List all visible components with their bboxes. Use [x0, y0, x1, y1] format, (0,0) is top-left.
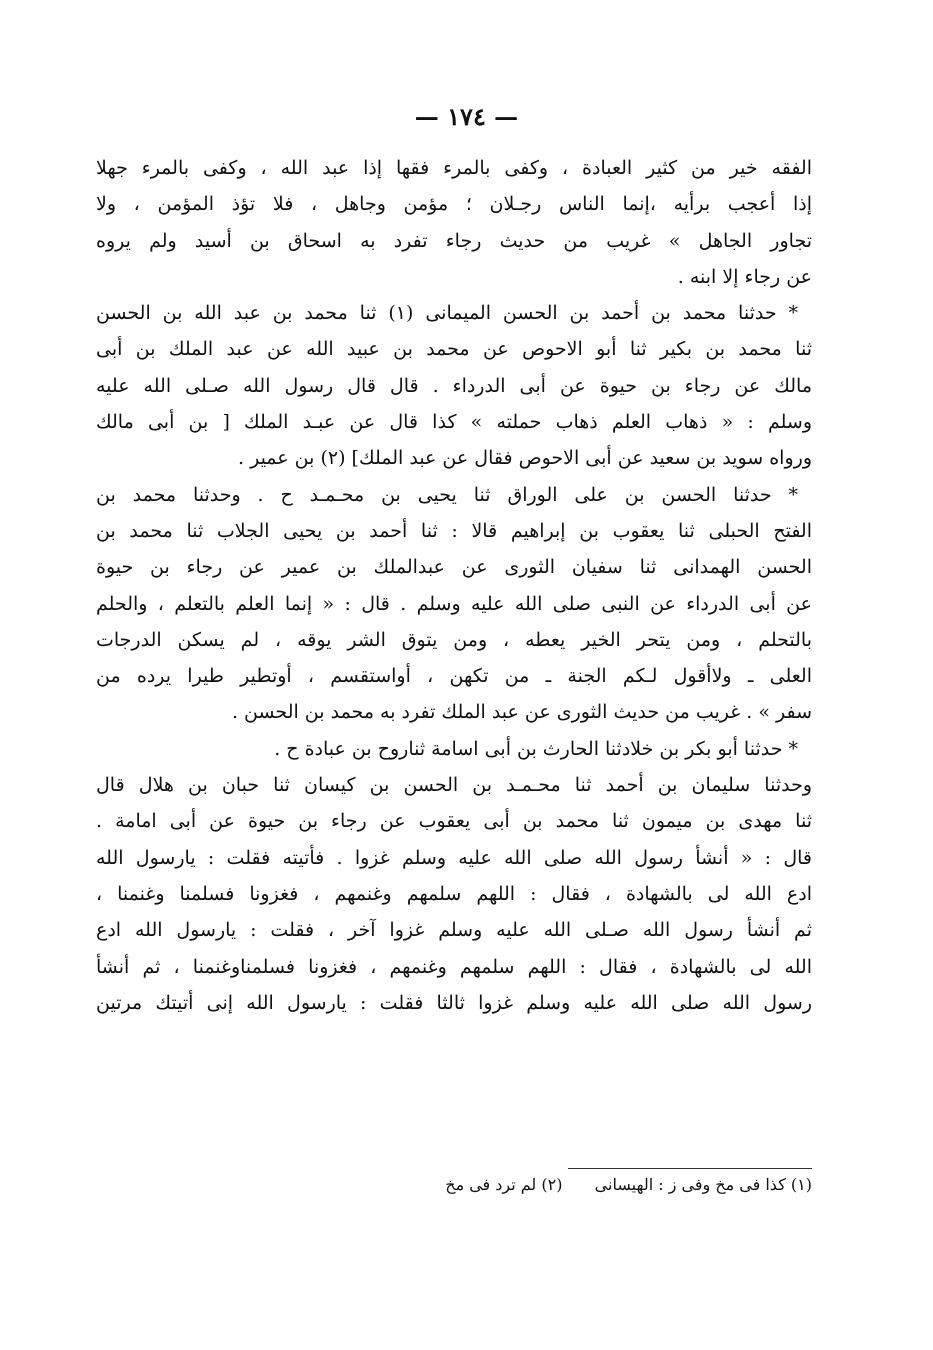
text-line: العلى ـ ولاأقول لـكم الجنة ـ من تكهن ، أواستقسم ، أوتطير طيرا يرده من	[96, 665, 812, 688]
text-line: قال : « أنشأ رسول الله صلى الله عليه وسلم غزوا . فأتيته فقلت : يارسول الله	[96, 846, 812, 869]
text-line: إذا أعجب برأيه ،إنما الناس رجـلان ؛ مؤمن وجاهل ، فلا تؤذ المؤمن ، ولا	[96, 193, 812, 216]
text-line: الفتح الحبلى ثنا يعقوب بن إبراهيم قالا : ثنا أحمد بن يحيى الجلاب ثنا محمد بن	[96, 519, 812, 542]
text-line: ورواه سويد بن سعيد عن أبى الاحوص فقال عن عبد الملك] (٢) بن عمير .	[238, 447, 812, 470]
text-line: ثنا محمد بن بكير ثنا أبو الاحوص عن محمد بن عبيد الله عن عبد الملك بن أبى	[96, 338, 812, 361]
text-line: سفر » . غريب من حديث الثورى عن عبد الملك تفرد به محمد بن الحسن .	[231, 701, 812, 724]
footnote-divider	[568, 1168, 812, 1169]
text-line: الحسن الهمدانى ثنا سفيان الثورى عن عبدالملك بن عمير عن رجاء بن حيوة	[96, 556, 812, 579]
text-line: رسول الله صلى الله عليه وسلم غزوا ثالثا فقلت : يارسول الله إنى أتيتك مرتين	[96, 991, 812, 1014]
text-line: بالتحلم ، ومن يتحر الخير يعطه ، ومن يتوق الشر يوقه ، لم يسكن الدرجات	[96, 628, 812, 651]
page-number: — ١٧٤ —	[414, 102, 519, 131]
text-line: تجاور الجاهل » غريب من حديث رجاء تفرد به اسحاق بن أسيد ولم يروه	[96, 229, 812, 252]
text-line: ثم أنشأ رسول الله صـلى الله عليه وسلم غزوا آخر ، فقلت : يارسول الله ادع	[96, 919, 812, 942]
text-line: وسلم : « ذهاب العلم ذهاب حملته » كذا قال عن عبـد الملك [ بن أبى مالك	[96, 411, 812, 434]
text-line: * حدثنا أبو بكر بن خلادثنا الحارث بن أبى اسامة ثناروح بن عبادة ح .	[274, 737, 798, 760]
text-line: عن رجاء إلا ابنه .	[677, 265, 812, 288]
footnote-2: (٢) لم ترد فى مخ	[445, 1175, 563, 1194]
text-line: * حدثنا الحسن بن على الوراق ثنا يحيى بن محـمـد ح . وحدثنا محمد بن	[96, 483, 798, 506]
text-line: الله لى بالشهادة ، فقال : اللهم سلمهم وغنمهم ، فغزونا فسلمناوغنمنا ، ثم أنشأ	[96, 955, 812, 978]
text-line: ثنا مهدى بن ميمون ثنا محمد بن أبى يعقوب عن رجاء بن حيوة عن أبى امامة .	[96, 810, 812, 833]
footnote-1: (١) كذا فى مخ وفى ز : الهيسانى	[594, 1175, 812, 1194]
text-line: عن أبى الدرداء عن النبى صلى الله عليه وسلم . قال : « إنما العلم بالتعلم ، والحلم	[96, 592, 812, 615]
main-text	[96, 150, 812, 1021]
text-line: وحدثنا سليمان بن أحمد ثنا محـمـد بن الحسن بن كيسان ثنا حبان بن هلال قال	[96, 774, 812, 797]
text-line: مالك عن رجاء بن حيوة عن أبى الدرداء . قال قال رسول الله صـلى الله عليه	[96, 374, 812, 397]
text-line: ادع الله لى بالشهادة ، فقال : اللهم سلمهم وغنمهم ، فغزونا فسلمنا وغنمنا ،	[96, 882, 812, 905]
text-line: الفقه خير من كثير العبادة ، وكفى بالمرء فقها إذا عبد الله ، وكفى بالمرء جهلا	[96, 157, 812, 179]
text-line: * حدثنا محمد بن أحمد بن الحسن الميمانى (١) ثنا محمد بن عبد الله بن الحسن	[96, 302, 798, 325]
footnotes	[300, 1170, 812, 1200]
